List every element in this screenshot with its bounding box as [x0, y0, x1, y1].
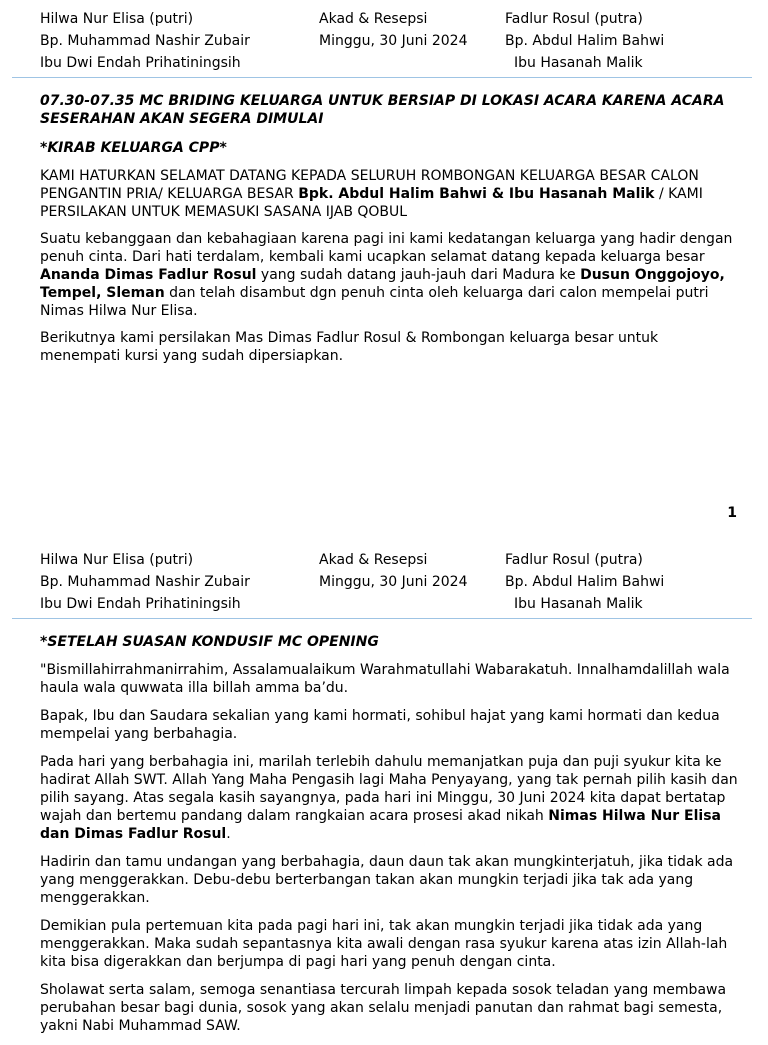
- header-divider: [12, 77, 752, 78]
- gratitude-text-c: .: [226, 826, 231, 842]
- location-bold: Dusun Onggojoyo, Tempel, Sleman: [40, 267, 725, 301]
- groom-name: Fadlur Rosul (putra): [505, 11, 643, 27]
- page-header: [40, 549, 740, 615]
- welcome-text-c: / KAMI PERSILAKAN UNTUK MEMASUKI SASANA IJAB QOBUL: [40, 186, 703, 220]
- event-date: Minggu, 30 Juni 2024: [319, 33, 468, 49]
- welcome-paragraph: [40, 167, 740, 221]
- bride-father: Bp. Muhammad Nashir Zubair: [40, 33, 250, 49]
- page-number: 1: [727, 505, 737, 521]
- bride-father: Bp. Muhammad Nashir Zubair: [40, 574, 250, 590]
- bride-info: [40, 8, 250, 74]
- gratitude-text-a: Pada hari yang berbahagia ini, marilah terlebih dahulu memanjatkan puja dan puji syukur kita ke hadirat Allah SWT. Allah Yang Maha Pengasih lagi Maha Penyayang, yang tak pernah pilih kasih dan pilih sayang. Atas segala kasih sayangnya, pada hari ini Minggu, 30 Juni 2024 kita dapat bertatap wajah dan bertemu pandang dalam rangkaian acara prosesi akad nikah: [40, 754, 738, 824]
- opening-greeting-paragraph: "Bismillahirrahmanirrahim, Assalamualaikum Warahmatullahi Wabarakatuh. Innalhamdalillah wala haula wala quwwata illa billah amma ba’du.: [40, 662, 730, 696]
- pride-text-e: dan telah disambut dgn penuh cinta oleh keluarga dari calon mempelai putri Nimas Hilwa Nur Elisa.: [40, 285, 709, 319]
- groom-info: [505, 549, 664, 615]
- section-heading-opening: *SETELAH SUASAN KONDUSIF MC OPENING: [40, 634, 379, 650]
- pride-paragraph: [40, 230, 740, 320]
- bride-mother: Ibu Dwi Endah Prihatiningsih: [40, 596, 241, 612]
- bride-name: Hilwa Nur Elisa (putri): [40, 11, 194, 27]
- groom-father: Bp. Abdul Halim Bahwi: [505, 574, 665, 590]
- groom-mother: Ibu Hasanah Malik: [514, 596, 643, 612]
- page-header: [40, 8, 740, 74]
- groom-name-bold: Ananda Dimas Fadlur Rosul: [40, 267, 257, 283]
- welcome-text-a: KAMI HATURKAN SELAMAT DATANG KEPADA SELURUH ROMBONGAN KELUARGA BESAR CALON PENGANTIN PRIA/ KELUARGA BESAR: [40, 168, 699, 202]
- groom-father: Bp. Abdul Halim Bahwi: [505, 33, 665, 49]
- groom-info: [505, 8, 664, 74]
- bride-info: [40, 549, 250, 615]
- document-page-2: [0, 541, 768, 1034]
- event-info: [319, 549, 468, 593]
- meeting-paragraph: Demikian pula pertemuan kita pada pagi hari ini, tak akan mungkin terjadi jika tidak ada yang menggerakkan. Maka sudah sepantasnya kita awali dengan rasa syukur karena atas izin Allah-lah kita bisa digerakkan dan berjumpa di pagi hari yang penuh dengan cinta.: [40, 918, 728, 970]
- section-heading-briefing: 07.30-07.35 MC BRIDING KELUARGA UNTUK BERSIAP DI LOKASI ACARA KARENA ACARA SESERAHAN AKAN SEGERA DIMULAI: [40, 93, 725, 127]
- pride-text-a: Suatu kebanggaan dan kebahagiaan karena pagi ini kami kedatangan keluarga yang hadir dengan penuh cinta. Dari hati terdalam, kembali kami ucapkan selamat datang kepada keluarga besar: [40, 231, 733, 265]
- event-info: [319, 8, 468, 52]
- groom-mother: Ibu Hasanah Malik: [514, 55, 643, 71]
- gratitude-paragraph: [40, 753, 740, 843]
- groom-family-names: Bpk. Abdul Halim Bahwi & Ibu Hasanah Malik: [298, 186, 655, 202]
- pride-text-c: yang sudah datang jauh-jauh dari Madura ke: [256, 267, 581, 283]
- page-1-body: [40, 92, 740, 374]
- seating-paragraph: Berikutnya kami persilakan Mas Dimas Fadlur Rosul & Rombongan keluarga besar untuk menempati kursi yang sudah dipersiapkan.: [40, 330, 659, 364]
- page-2-body: [40, 633, 740, 1045]
- groom-name: Fadlur Rosul (putra): [505, 552, 643, 568]
- section-heading-kirab: *KIRAB KELUARGA CPP*: [40, 140, 227, 156]
- header-divider: [12, 618, 752, 619]
- bride-name: Hilwa Nur Elisa (putri): [40, 552, 194, 568]
- sholawat-paragraph: Sholawat serta salam, semoga senantiasa tercurah limpah kepada sosok teladan yang membawa perubahan besar bagi dunia, sosok yang akan selalu menjadi panutan dan rahmat bagi semesta, yakni Nabi Muhammad SAW.: [40, 982, 727, 1034]
- audience-greeting-paragraph: Bapak, Ibu dan Saudara sekalian yang kami hormati, sohibul hajat yang kami hormati dan kedua mempelai yang berbahagia.: [40, 708, 720, 742]
- leaves-paragraph: Hadirin dan tamu undangan yang berbahagia, daun daun tak akan mungkinterjatuh, jika tidak ada yang menggerakkan. Debu-debu berterbangan takan akan mungkin terjadi jika tak ada yang menggerakkan.: [40, 854, 734, 906]
- bride-mother: Ibu Dwi Endah Prihatiningsih: [40, 55, 241, 71]
- couple-names-bold: Nimas Hilwa Nur Elisa dan Dimas Fadlur Rosul: [40, 808, 721, 842]
- event-title: Akad & Resepsi: [319, 552, 428, 568]
- event-date: Minggu, 30 Juni 2024: [319, 574, 468, 590]
- event-title: Akad & Resepsi: [319, 11, 428, 27]
